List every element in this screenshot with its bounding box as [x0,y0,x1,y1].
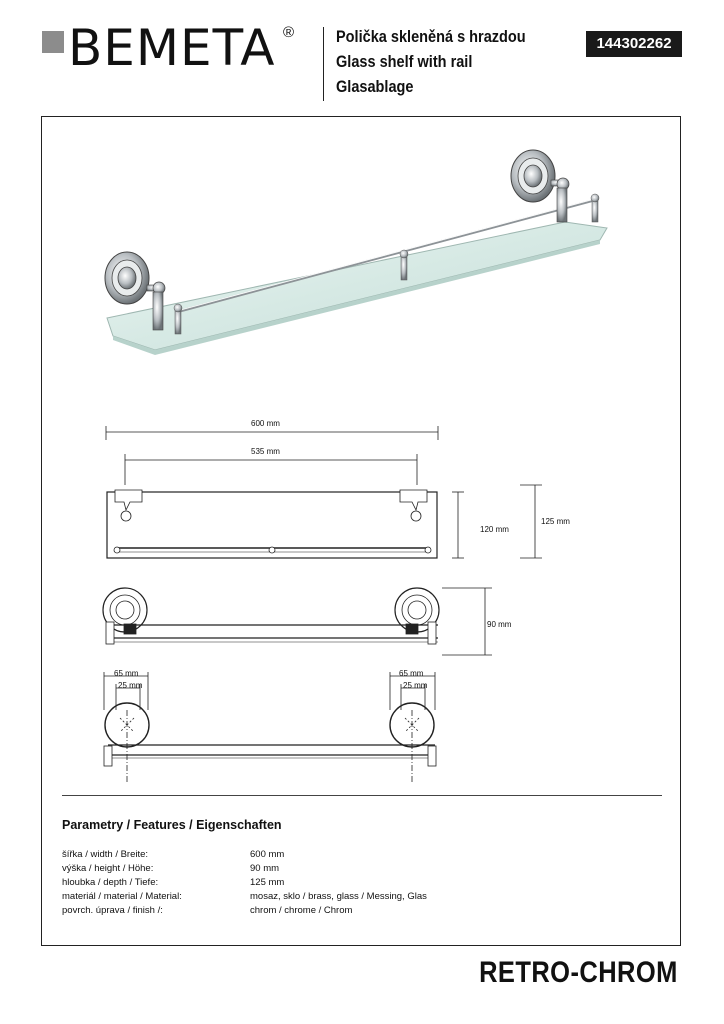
spec-value-width: 600 mm [250,849,285,860]
front-bracket-right [400,490,427,510]
spec-key-material: materiál / material / Material: [62,891,182,902]
spec-key-height: výška / height / Höhe: [62,863,154,874]
spec-key-depth: hloubka / depth / Tiefe: [62,877,159,888]
spec-value-height: 90 mm [250,863,280,874]
section-divider [62,795,662,796]
title-english: Glass shelf with rail [336,53,473,71]
dimension-label-90: 90 mm [487,620,512,629]
dimension-label-125: 125 mm [541,517,570,526]
header-divider [323,27,324,101]
brand-logo: BEMETA [68,19,276,77]
dimension-label-right-25: 25 mm [403,681,428,690]
rail-post-left [174,304,182,334]
logo-square-mark [42,31,64,53]
spec-value-depth: 125 mm [250,877,285,888]
dimension-label-right-65: 65 mm [399,669,424,678]
product-line-title: RETRO-CHROM [479,956,678,989]
mounting-view [104,703,436,782]
rail-post-right [591,194,599,222]
dimension-label-535: 535 mm [251,447,280,456]
spec-value-material: mosaz, sklo / brass, glass / Messing, Glas [250,891,427,902]
dimension-label-600: 600 mm [251,419,280,428]
title-german: Glasablage [336,78,414,96]
technical-drawing [90,410,550,790]
product-illustration [95,140,635,370]
specs-heading: Parametry / Features / Eigenschaften [62,818,282,832]
spec-value-finish: chrom / chrome / Chrom [250,905,353,916]
spec-key-width: šířka / width / Breite: [62,849,149,860]
wall-bracket-right [511,150,569,222]
rail-post-middle [400,250,408,280]
glass-shelf [107,222,607,350]
dimension-label-left-65: 65 mm [114,669,139,678]
elevation-view [103,588,439,644]
front-bracket-left [115,490,142,510]
spec-key-finish: povrch. úprava / finish /: [62,905,163,916]
title-czech: Polička skleněná s hrazdou [336,28,526,46]
dimension-label-left-25: 25 mm [118,681,143,690]
product-code-badge: 144302262 [586,31,682,57]
dimension-label-120: 120 mm [480,525,509,534]
registered-mark-icon: ® [283,24,295,41]
